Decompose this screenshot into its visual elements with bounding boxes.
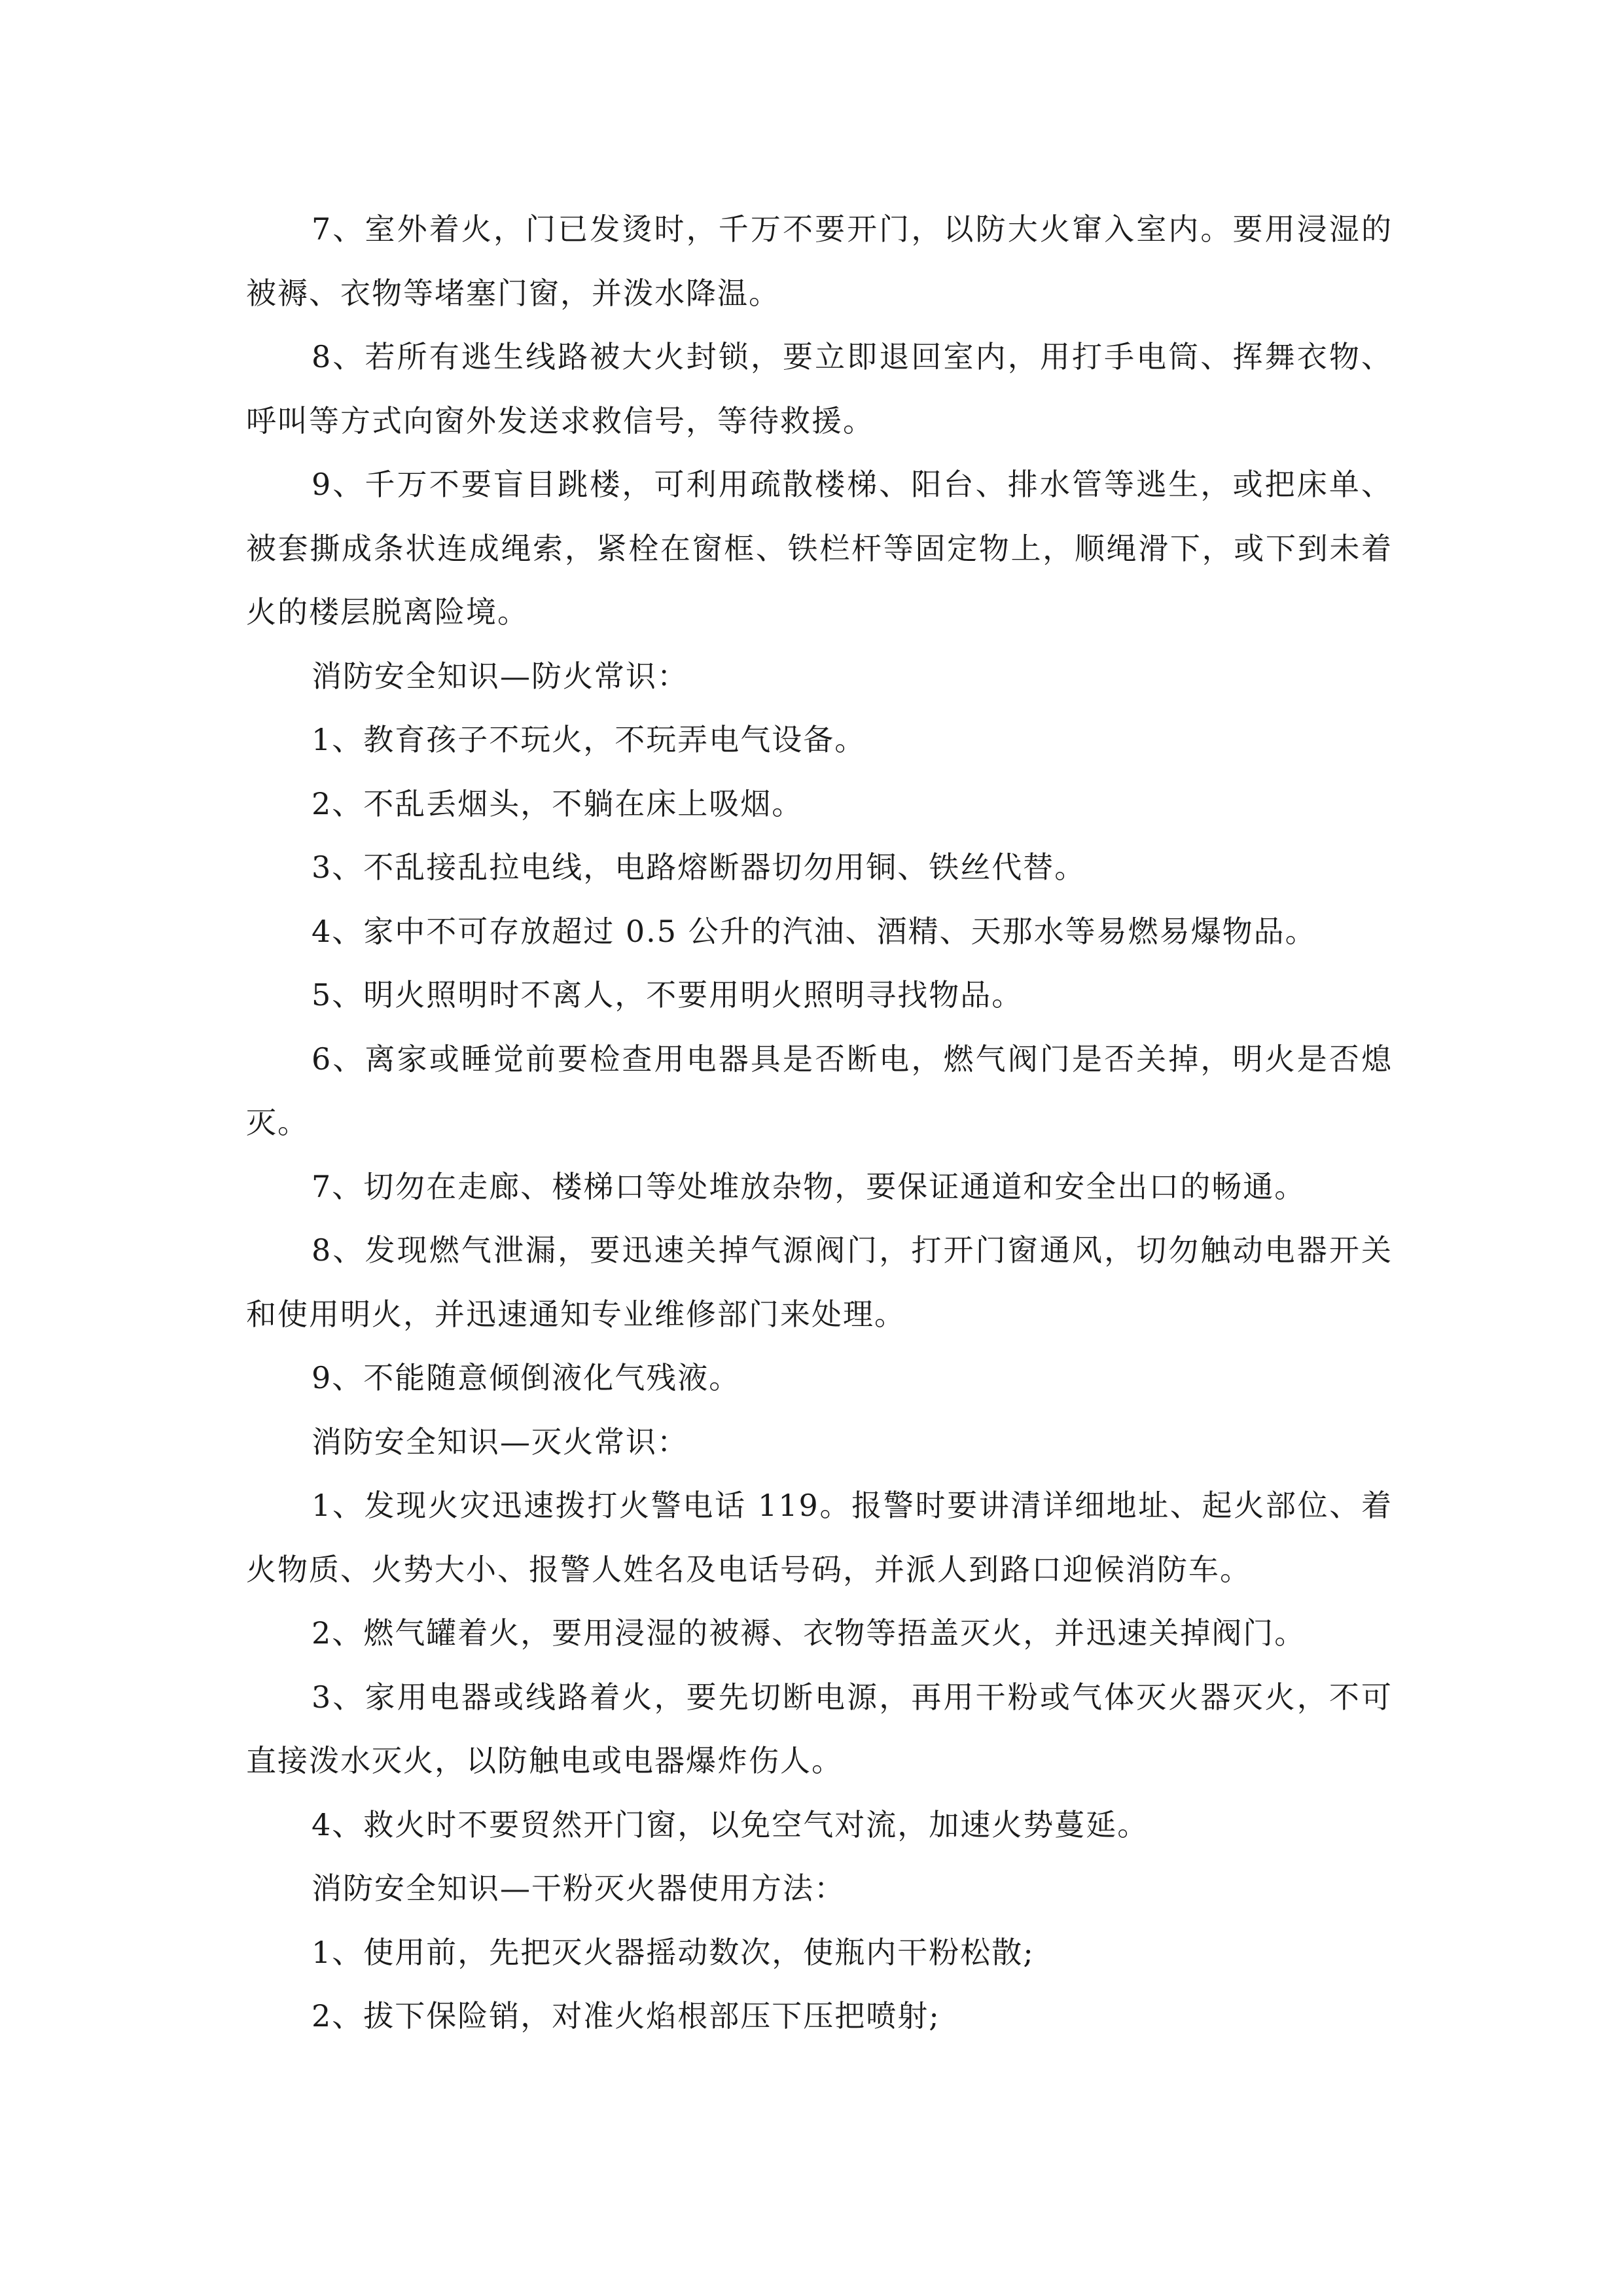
paragraph-prevention-4: 4、家中不可存放超过 0.5 公升的汽油、酒精、天那水等易燃易爆物品。 xyxy=(312,913,1317,949)
paragraph-no-jumping: 9、千万不要盲目跳楼，可利用疏散楼梯、阳台、排水管等逃生，或把床单、被套撕成条状连成绳索，紧栓在窗框、铁栏杆等固定物上，顺绳滑下，或下到未着火的楼层脱离险境。 xyxy=(246,467,1393,630)
paragraph-prevention-7: 7、切勿在走廊、楼梯口等处堆放杂物，要保证通道和安全出口的畅通。 xyxy=(312,1168,1306,1204)
section-heading-powder-extinguisher: 消防安全知识—干粉灭火器使用方法： xyxy=(312,1871,846,1906)
paragraph-signal-for-help: 8、若所有逃生线路被大火封锁，要立即退回室内，用打手电筒、挥舞衣物、呼叫等方式向窗外发送求救信号，等待救援。 xyxy=(246,339,1393,439)
section-heading-extinguishing: 消防安全知识—灭火常识： xyxy=(312,1424,688,1460)
paragraph-prevention-3: 3、不乱接乱拉电线，电路熔断器切勿用铜、铁丝代替。 xyxy=(312,850,1086,885)
paragraph-extinguish-4: 4、救火时不要贸然开门窗，以免空气对流，加速火势蔓延。 xyxy=(312,1806,1149,1842)
paragraph-prevention-9: 9、不能随意倾倒液化气残液。 xyxy=(312,1360,741,1395)
paragraph-extinguish-2: 2、燃气罐着火，要用浸湿的被褥、衣物等捂盖灭火，并迅速关掉阀门。 xyxy=(312,1615,1306,1651)
paragraph-prevention-6: 6、离家或睡觉前要检查用电器具是否断电，燃气阀门是否关掉，明火是否熄灭。 xyxy=(246,1041,1393,1140)
paragraph-prevention-2: 2、不乱丢烟头，不躺在床上吸烟。 xyxy=(312,785,804,821)
paragraph-outdoor-fire: 7、室外着火，门已发烫时，千万不要开门，以防大火窜入室内。要用浸湿的被褥、衣物等堵塞门窗，并泼水降温。 xyxy=(246,211,1393,311)
paragraph-prevention-5: 5、明火照明时不离人，不要用明火照明寻找物品。 xyxy=(312,977,1024,1013)
document-body xyxy=(246,198,1393,2049)
paragraph-prevention-8: 8、发现燃气泄漏，要迅速关掉气源阀门，打开门窗通风，切勿触动电器开关和使用明火，并迅速通知专业维修部门来处理。 xyxy=(246,1232,1393,1332)
section-heading-fire-prevention: 消防安全知识—防火常识： xyxy=(312,658,688,694)
paragraph-extinguish-3: 3、家用电器或线路着火，要先切断电源，再用干粉或气体灭火器灭火，不可直接泼水灭火，以防触电或电器爆炸伤人。 xyxy=(246,1679,1393,1778)
paragraph-powder-1: 1、使用前，先把灭火器摇动数次，使瓶内干粉松散; xyxy=(312,1934,1035,1970)
paragraph-prevention-1: 1、教育孩子不玩火，不玩弄电气设备。 xyxy=(312,722,866,757)
paragraph-powder-2: 2、拔下保险销，对准火焰根部压下压把喷射; xyxy=(312,1998,940,2034)
paragraph-extinguish-1: 1、发现火灾迅速拨打火警电话 119。报警时要讲清详细地址、起火部位、着火物质、火势大小、报警人姓名及电话号码，并派人到路口迎候消防车。 xyxy=(246,1488,1393,1587)
